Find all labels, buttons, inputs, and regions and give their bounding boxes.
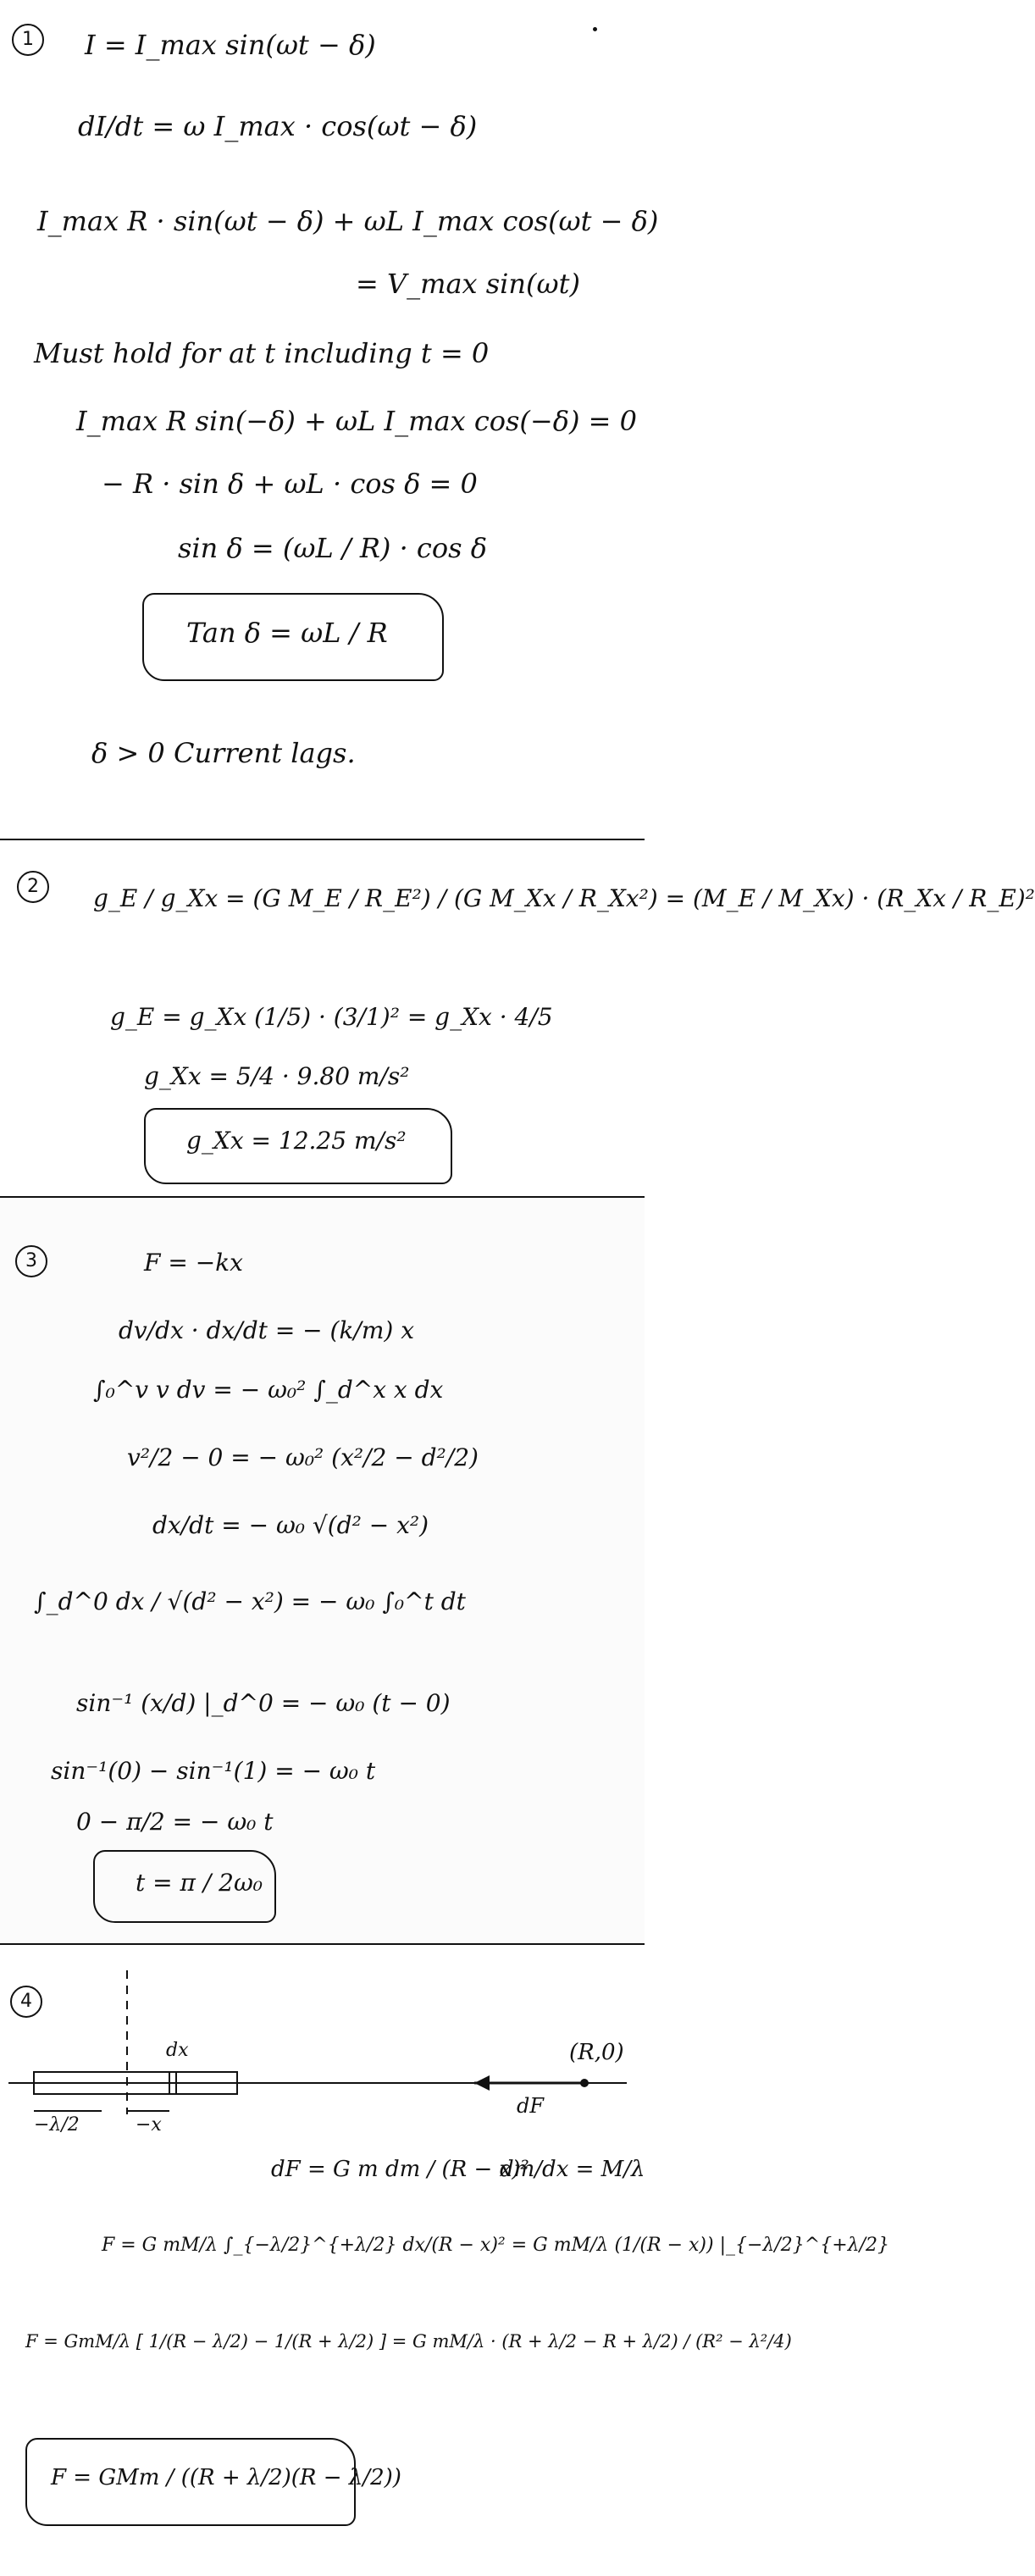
equation-line: dm/dx = M/λ: [500, 2157, 645, 2182]
boxed-answer: F = GMm / ((R + λ/2)(R − λ/2)): [51, 2465, 401, 2490]
equation-line: g_Xx = 5/4 · 9.80 m/s²: [144, 1062, 410, 1090]
boxed-answer: Tan δ = ωL / R: [186, 617, 388, 649]
equation-line: g_E / g_Xx = (G M_E / R_E²) / (G M_Xx / R_Xx²) = (M_E / M_Xx) · (R_Xx / R_E)²: [93, 884, 1035, 912]
problem-number: 2: [17, 871, 49, 903]
equation-line: ∫₀^v v dv = − ω₀² ∫_d^x x dx: [93, 1376, 444, 1404]
problem-number: 3: [15, 1245, 47, 1277]
point-label: (R,0): [569, 2040, 624, 2065]
equation-line: δ > 0 Current lags.: [91, 737, 356, 769]
equation-line: sin⁻¹(0) − sin⁻¹(1) = − ω₀ t: [51, 1757, 376, 1785]
equation-line: dI/dt = ω I_max · cos(ωt − δ): [78, 110, 478, 142]
equation-line: dx/dt = − ω₀ √(d² − x²): [152, 1511, 429, 1539]
equation-line: − R · sin δ + ωL · cos δ = 0: [102, 468, 478, 500]
equation-line: F = G mM/λ ∫_{−λ/2}^{+λ/2} dx/(R − x)² = G mM/λ (1/(R − x)) |_{−λ/2}^{+λ/2}: [102, 2235, 889, 2256]
equation-line: sin⁻¹ (x/d) |_d^0 = − ω₀ (t − 0): [76, 1689, 451, 1717]
boxed-answer: g_Xx = 12.25 m/s²: [186, 1127, 407, 1155]
problem-1: [0, 0, 659, 839]
equation-line: I = I_max sin(ωt − δ): [85, 29, 376, 61]
equation-line: I_max R · sin(ωt − δ) + ωL I_max cos(ωt − δ): [37, 205, 659, 237]
equation-line: dv/dx · dx/dt = − (k/m) x: [119, 1316, 415, 1344]
problem-number: 1: [12, 24, 44, 56]
problem-4: [0, 1945, 889, 2576]
pen-mark: [593, 27, 597, 31]
equation-line: dF = G m dm / (R − x)²: [271, 2157, 529, 2182]
equation-line: ∫_d^0 dx / √(d² − x²) = − ω₀ ∫₀^t dt: [34, 1587, 466, 1615]
equation-line: I_max R sin(−δ) + ωL I_max cos(−δ) = 0: [76, 405, 637, 437]
problem-3: [0, 1198, 645, 1943]
x-position-label: −x: [136, 2114, 162, 2136]
minus-half-label: −λ/2: [34, 2114, 80, 2136]
equation-line: F = GmM/λ [ 1/(R − λ/2) − 1/(R + λ/2) ] = G mM/λ · (R + λ/2 − R + λ/2) / (R² − λ²/4): [25, 2331, 792, 2352]
equation-line: 0 − π/2 = − ω₀ t: [76, 1808, 274, 1836]
problem-number: 4: [10, 1986, 42, 2018]
dx-label: dx: [166, 2040, 189, 2061]
equation-line: sin δ = (ωL / R) · cos δ: [178, 532, 487, 564]
point-mass: [580, 2079, 589, 2087]
equation-line: Must hold for at t including t = 0: [34, 337, 490, 369]
boxed-answer: t = π / 2ω₀: [136, 1869, 263, 1897]
equation-line: F = −kx: [144, 1249, 243, 1277]
equation-line: g_E = g_Xx (1/5) · (3/1)² = g_Xx · 4/5: [110, 1003, 553, 1031]
problem-2: [0, 840, 1035, 1196]
equation-line: v²/2 − 0 = − ω₀² (x²/2 − d²/2): [127, 1443, 479, 1471]
equation-line: = V_max sin(ωt): [356, 268, 580, 300]
force-arrowhead: [474, 2075, 490, 2091]
force-label: dF: [517, 2094, 545, 2118]
rod-diagram: [0, 1945, 645, 2131]
